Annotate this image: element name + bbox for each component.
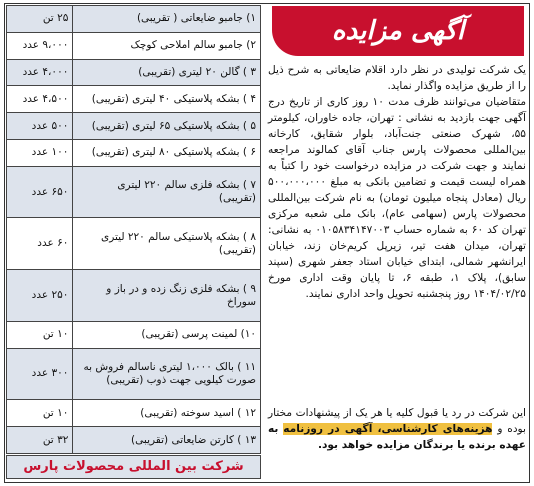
closing-text-1: این شرکت در رد یا قبول کلیه یا هر یک از پیشنهادات مختار بوده و [268, 407, 526, 435]
notice-body [268, 62, 526, 302]
closing-paragraph [268, 405, 526, 453]
items-table [6, 5, 261, 454]
table-row [7, 348, 261, 400]
table-row [7, 400, 261, 427]
notice-header [272, 6, 524, 56]
item-quantity: ۱۰۰ عدد [7, 139, 73, 166]
notice-title: آگهی مزایده [331, 16, 465, 46]
table-row [7, 86, 261, 113]
item-name: ۵ ) بشکه پلاستیکی ۶۵ لیتری (تقریبی) [73, 113, 261, 140]
item-name: ۱۱ ) بالک ۱،۰۰۰ لیتری ناسالم فروش به صورت کیلویی جهت ذوب (تقریبی) [73, 348, 261, 400]
table-row [7, 59, 261, 86]
item-name: ۹ ) بشکه فلزی زنگ زده و در باز و سوراخ [73, 270, 261, 322]
item-name: ۳ ) گالن ۲۰ لیتری (تقریبی) [73, 59, 261, 86]
item-quantity: ۴،۵۰۰ عدد [7, 86, 73, 113]
item-name: ۱۲ ) اسید سوخته (تقریبی) [73, 400, 261, 427]
company-name: شرکت بین المللی محصولات پارس [6, 455, 261, 479]
table-row [7, 427, 261, 454]
item-quantity: ۲۵ تن [7, 6, 73, 33]
item-name: ۲) جامبو سالم املاحی کوچک [73, 32, 261, 59]
item-quantity: ۹،۰۰۰ عدد [7, 32, 73, 59]
item-name: ۱۳ ) کارتن ضایعاتی (تقریبی) [73, 427, 261, 454]
closing-text-2: به عهده برنده یا برندگان مزایده خواهد بود. [268, 423, 526, 451]
item-name: ۷ ) بشکه فلزی سالم ۲۲۰ لیتری (تقریبی) [73, 166, 261, 218]
table-row [7, 139, 261, 166]
closing-bold: هزینه‌های کارشناسی، آگهی در روزنامه [283, 423, 493, 435]
item-quantity: ۵۰۰ عدد [7, 113, 73, 140]
item-quantity: ۳۰۰ عدد [7, 348, 73, 400]
item-quantity: ۴،۰۰۰ عدد [7, 59, 73, 86]
item-quantity: ۳۲ تن [7, 427, 73, 454]
details-paragraph: متقاضیان می‌توانند ظرف مدت ۱۰ روز کاری از تاریخ درج آگهی جهت بازدید به نشانی : تهران، جاده خاوران، کیلومتر ۵۵، شهرک صنعتی جنت‌آباد، بلوار شقایق، کارخانه بین‌المللی محصولات پارس جناب آقای کمالوند مراجعه نمایند و جهت شرکت در مزایده درخواست خود را کتباً به همراه لیست قیمت و تضامین بانکی به مبلغ ۵۰۰،۰۰۰،۰۰۰ ریال (معادل پنجاه میلیون تومان) به نام شرکت بین‌المللی محصولات پارس (سهامی عام)، بانک ملی شعبه مرکزی تهران کد ۶۰ به شماره حساب ۰۱۰۵۸۳۴۱۴۷۰۰۳ به نشانی: تهران، میدان هفت تیر، زیرپل کریم‌خان زند، خیابان ایرانشهر شمالی، ابتدای خیابان استاد جعفر شهری (سپند سابق)، پلاک ۱، طبقه ۶، تا پایان وقت اداری مورخ ۱۴۰۴/۰۲/۲۵ روز پنجشنبه تحویل واحد اداری نمایند. [268, 96, 526, 300]
table-row [7, 113, 261, 140]
item-name: ۶ ) بشکه پلاستیکی ۸۰ لیتری (تقریبی) [73, 139, 261, 166]
item-quantity: ۱۰ تن [7, 321, 73, 348]
item-name: ۸ ) بشکه پلاستیکی سالم ۲۲۰ لیتری (تقریبی) [73, 218, 261, 270]
table-row [7, 270, 261, 322]
table-row [7, 32, 261, 59]
item-name: ۱) جامبو ضایعاتی ( تقریبی) [73, 6, 261, 33]
item-quantity: ۲۵۰ عدد [7, 270, 73, 322]
item-quantity: ۶۵۰ عدد [7, 166, 73, 218]
table-row [7, 218, 261, 270]
table-row [7, 321, 261, 348]
item-name: ۴ ) بشکه پلاستیکی ۴۰ لیتری (تقریبی) [73, 86, 261, 113]
item-name: ۱۰) لمینت پرسی (تقریبی) [73, 321, 261, 348]
table-row [7, 166, 261, 218]
table-row [7, 6, 261, 33]
item-quantity: ۱۰ تن [7, 400, 73, 427]
intro-paragraph: یک شرکت تولیدی در نظر دارد اقلام ضایعاتی به شرح ذیل را از طریق مزایده واگذار نماید. [268, 64, 526, 92]
item-quantity: ۶۰ عدد [7, 218, 73, 270]
